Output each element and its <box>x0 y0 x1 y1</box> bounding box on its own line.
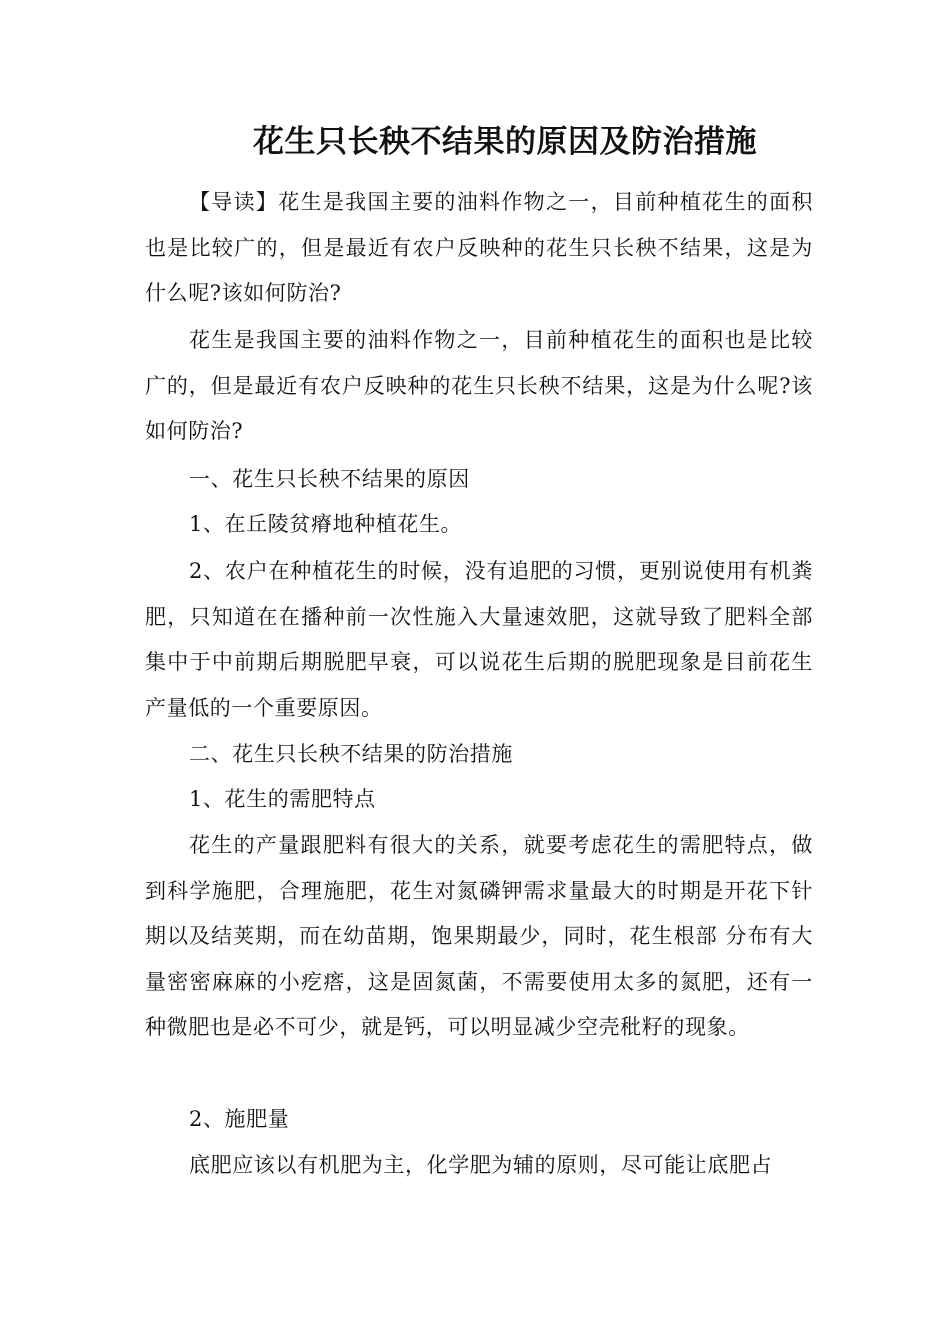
intro-paragraph: 【导读】花生是我国主要的油料作物之一，目前种植花生的面积也是比较广的，但是最近有农户反映种的花生只长秧不结果，这是为什么呢?该如何防治? <box>145 190 813 305</box>
subheading-fertilizer-amount: 2、施肥量 <box>189 1107 290 1131</box>
cause-item-2: 2、农户在种植花生的时候，没有追肥的习惯，更别说使用有机粪肥，只知道在在播种前一次性施入大量速效肥，这就导致了肥料全部集中于中前期后期脱肥早衰，可以说花生后期的脱肥现象是目前花生产量低的一个重要原因。 <box>145 559 813 720</box>
section-heading-measures: 二、花生只长秧不结果的防治措施 <box>189 742 513 766</box>
subheading-fertilizer-needs: 1、花生的需肥特点 <box>189 787 376 811</box>
fertilizer-needs-paragraph: 花生的产量跟肥料有很大的关系，就要考虑花生的需肥特点，做到科学施肥，合理施肥，花生对氮磷钾需求量最大的时期是开花下针期以及结荚期，而在幼苗期，饱果期最少，同时，花生根部 分布有大量密密麻麻的小疙瘩，这是固氮菌，不需要使用太多的氮肥，还有一种微肥也是必不可少，就是钙，可以明显减少空壳秕籽的现象。 <box>145 833 813 1039</box>
section-heading-causes: 一、花生只长秧不结果的原因 <box>189 467 470 491</box>
summary-paragraph: 花生是我国主要的油料作物之一，目前种植花生的面积也是比较广的，但是最近有农户反映种的花生只长秧不结果，这是为什么呢?该如何防治? <box>145 328 813 443</box>
fertilizer-amount-paragraph: 底肥应该以有机肥为主，化学肥为辅的原则，尽可能让底肥占 <box>189 1153 773 1177</box>
document-title: 花生只长秧不结果的原因及防治措施 <box>253 124 757 160</box>
cause-item-1: 1、在丘陵贫瘠地种植花生。 <box>189 512 463 536</box>
